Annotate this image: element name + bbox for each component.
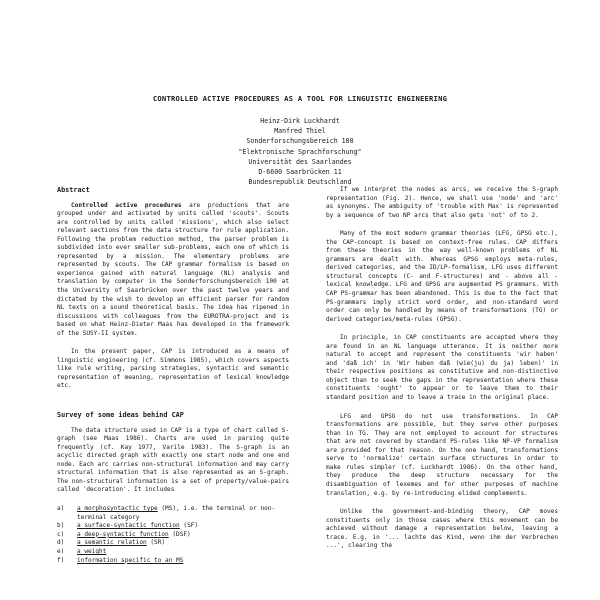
decoration-list [57,505,289,565]
left-column [57,186,289,565]
survey-heading: Survey of some ideas behind CAP [57,411,184,420]
survey-paragraph: The data structure used in CAP is a type of chart called S-graph (see Maas 1986). Charts are used in parsing quite frequently (cf. Kay 1977, Varile 1983). The S-graph is an acyclic directed graph with exactly one start node and one end node. Each arc carries non-structural information and may carry structural information that is also represented as an S-graph. The non-structural information is a set of property/value-pairs called 'decoration'. It includes [57,426,289,494]
right-column [326,186,558,561]
body-paragraph: In principle, in CAP constituents are accepted where they are found in an NL language utterance. It is neither more natural to accept and represent the constituents 'wir haben' and 'daß ich' in 'Wir haben daß (wie(ju) du ja) leben)' in their respective positions as constitutive and non-distinctive object than to seek the gaps in the representation where these constituents 'ought' to appear or to leave them to their standard position and to leave a trace in the original place. [326,334,558,402]
paper-title: CONTROLLED ACTIVE PROCEDURES AS A TOOL FOR LINGUISTIC ENGINEERING [152,94,448,103]
list-item: f) information specific to an MS [57,556,184,564]
list-item: d) a semantic relation (SR) [57,539,166,547]
body-paragraph: Many of the most modern grammar theories (LFG, GPSG etc.), the CAP-concept is based on context-free rules. CAP differs from these theories in the way well-known problems of NL grammars are dealt with. Whereas GPSG employs meta-rules, derived categories, and the ID/LP-formalism, LFG uses different structural concepts (C- and F-structures) and - above all - lexical knowledge. LFG and GPSG are augmented PS grammars. With CAP PS-grammar has been abandoned. This is due to the fact that PS-grammars imply strict word order, and non-standard word order can only be handled by means of transformations (TG) or derived categories/meta-rules (GPSG). [326,230,558,323]
author-name: Heinz-Dirk Luckhardt [260,117,340,125]
body-paragraph: If we interpret the nodes as arcs, we receive the S-graph representation (Fig. 2). Hence, we shall use 'node' and 'arc' as synonyms. The ambiguity of 'trouble with Max' is represented by a sequence of two NP arcs that also gets 'not' of to 2. [326,186,558,219]
affiliation-line: "Elektronische Sprachforschung" [238,147,362,156]
abstract-text: are productions that are grouped under and activated by units called 'scouts'. Scouts are controlled by units called 'missions', which also select relevant sections from the data structure for rule application. Following the problem reduction method, the parser problem is subdivided into ever smaller sub-problems, each one of which is represented by a mission. The elementary problems are represented by scouts. The CAP grammar formalism is based on experience gained with natural language (NL) analysis and translation by computer in the Sonderforschungsbereich 100 at the University of Saarbrücken over the past twelve years and dictated by the wish to develop an efficient parser for random NL texts on a sound theoretical basis. The idea has ripened in discussions with colleagues from the EUROTRA-project and is based on what Heinz-Dieter Maas has developed in the framework of the SUSY-II system. [57,201,289,337]
author-block [0,116,600,187]
affiliation-line: Bundesrepublik Deutschland [248,178,352,187]
abstract-paragraph-2: In the present paper, CAP is introduced as a means of linguistic engineering (cf. Simmons 1985), which covers aspects like rule writing, parsing strategies, syntactic and semantic representation of meaning, representation of lexical knowledge etc. [57,348,289,390]
body-paragraph: LFG and GPSG do not use transformations. In CAP transformations are possible, but they serve other purposes than in TG. They are not employed to account for structures that are not covered by standard PS-rules like NP-VP formalism are provided for that reason. On the one hand, transformations serve to 'normalize' certain surface structures in order to make rules simpler (cf. Luckhardt 1986). On the other hand, they produce the deep structure necessary for the disambiguation of lexemes and for other purposes of machine translation, e.g. by re-introducing elided complements. [326,412,558,497]
affiliation-line: D-6600 Saarbrücken 11 [258,168,342,177]
list-item: b) a surface-syntactic function (SF) [57,522,199,530]
list-item: c) a deep-syntactic function (DSF) [57,530,191,538]
body-paragraph: Unlike the government-and-binding theory, CAP moves constituents only in those cases where this movement can be achieved without damage a representation below, leaving a trace. E.g. in '... lachte das Kind, wenn ihm der Verbrechen ...', clearing the [326,508,558,550]
abstract-heading: Abstract [57,186,90,194]
abstract-paragraph [57,202,289,339]
author-name: Manfred Thiel [274,127,326,136]
affiliation-line: Sonderforschungsbereich 100 [246,137,354,146]
list-item: a) a morphosyntactic type (MS), i.e. the terminal or non-terminal category [57,504,276,521]
abstract-lead-term: Controlled active procedures [71,201,182,209]
list-item: e) a weight [57,547,107,555]
affiliation-line: Universität des Saarlandes [248,157,352,166]
